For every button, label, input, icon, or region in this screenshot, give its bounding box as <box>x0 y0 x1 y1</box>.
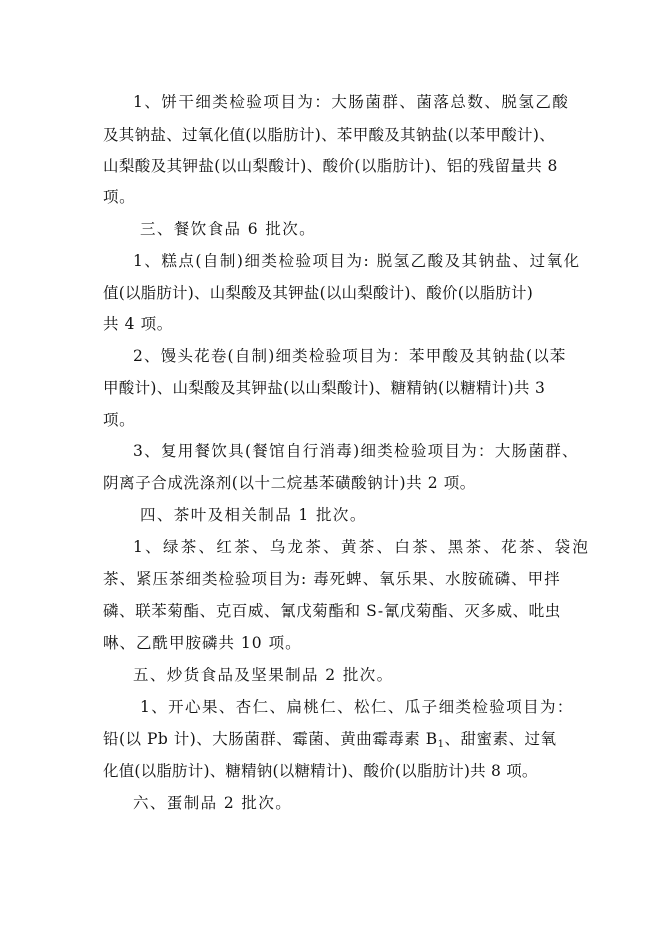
section-heading: 五、炒货食品及坚果制品 2 批次。 <box>133 666 394 684</box>
paragraph-line: 2、馒头花卷(自制)细类检验项目为：苯甲酸及其钠盐(以苯 <box>133 347 567 365</box>
paragraph-line: 值(以脂肪计)、山梨酸及其钾盐(以山梨酸计)、酸价(以脂肪计) <box>103 284 533 302</box>
paragraph-line: 山梨酸及其钾盐(以山梨酸计)、酸价(以脂肪计)、铝的残留量共 8 <box>103 157 558 175</box>
paragraph-line <box>103 729 557 755</box>
paragraph-line: 3、复用餐饮具(餐馆自行消毒)细类检验项目为：大肠菌群、 <box>133 442 579 460</box>
subscript-text: 1 <box>437 739 445 750</box>
paragraph-line: 阴离子合成洗涤剂(以十二烷基苯磺酸钠计)共 2 项。 <box>103 474 476 492</box>
paragraph-line: 及其钠盐、过氧化值(以脂肪计)、苯甲酸及其钠盐(以苯甲酸计)、 <box>103 126 555 144</box>
line-text-before-subscript: 铅(以 Pb 计)、大肠菌群、霉菌、黄曲霉毒素 B <box>103 730 438 748</box>
paragraph-line: 磷、联苯菊酯、克百威、氰戊菊酯和 S-氰戊菊酯、灭多威、吡虫 <box>103 602 561 620</box>
section-heading: 四、茶叶及相关制品 1 批次。 <box>140 506 367 524</box>
paragraph-line: 项。 <box>103 411 136 429</box>
paragraph-line: 啉、乙酰甲胺磷共 10 项。 <box>103 634 302 652</box>
paragraph-line: 项。 <box>103 188 136 206</box>
paragraph-line: 共 4 项。 <box>103 315 173 333</box>
paragraph-line: 1、绿茶、红茶、乌龙茶、黄茶、白茶、黑茶、花茶、袋泡 <box>133 538 591 556</box>
line-text-after-subscript: 、甜蜜素、过氧 <box>444 730 557 748</box>
paragraph-line: 茶、紧压茶细类检验项目为: 毒死蜱、氧乐果、水胺硫磷、甲拌 <box>103 570 561 588</box>
paragraph-line: 1、饼干细类检验项目为：大肠菌群、菌落总数、脱氢乙酸 <box>133 93 570 111</box>
section-heading: 三、餐饮食品 6 批次。 <box>140 220 317 238</box>
section-heading: 六、蛋制品 2 批次。 <box>133 794 293 812</box>
paragraph-line: 1、糕点(自制)细类检验项目为: 脱氢乙酸及其钠盐、过氧化 <box>133 252 581 270</box>
paragraph-line: 甲酸计)、山梨酸及其钾盐(以山梨酸计)、糖精钠(以糖精计)共 3 <box>103 379 546 397</box>
paragraph-line: 化值(以脂肪计)、糖精钠(以糖精计)、酸价(以脂肪计)共 8 项。 <box>103 762 538 780</box>
paragraph-line: 1、开心果、杏仁、扁桃仁、松仁、瓜子细类检验项目为： <box>140 698 574 716</box>
